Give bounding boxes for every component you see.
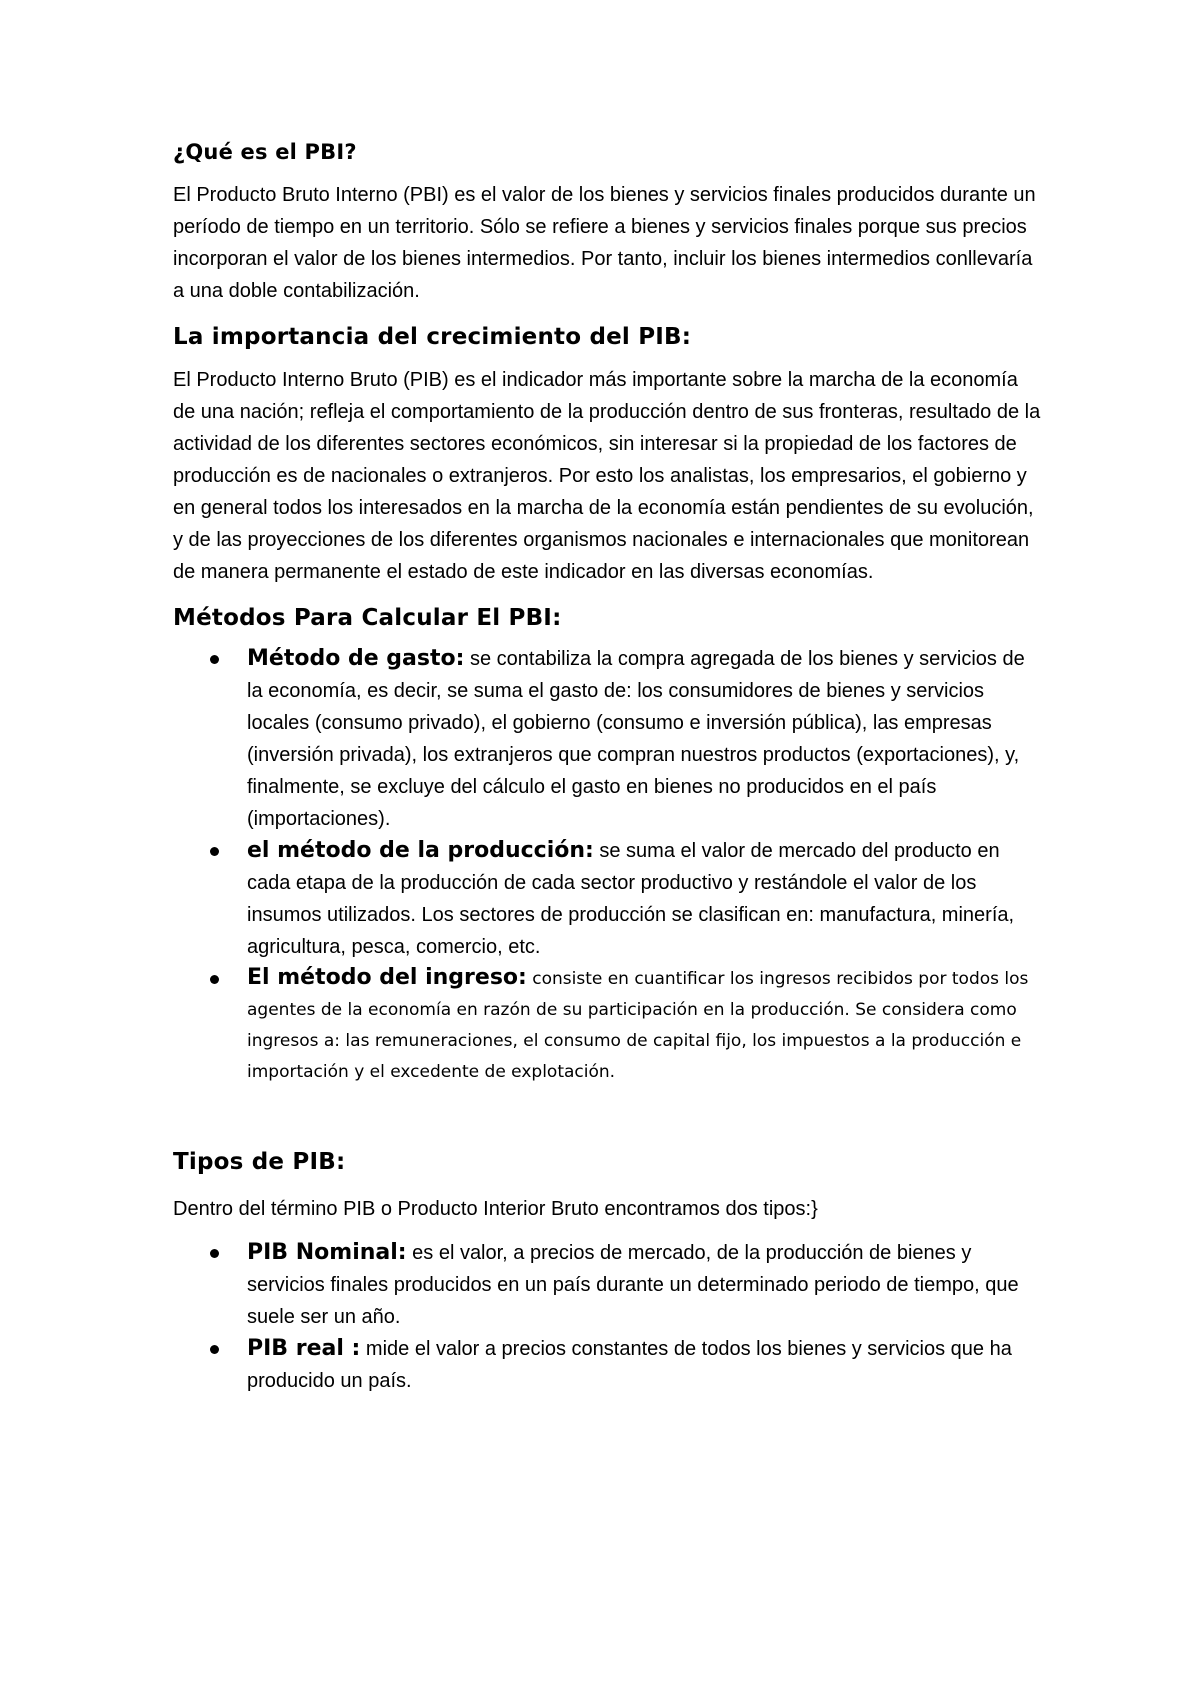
text-metodo-produccion: se suma el valor de mercado del producto en cada etapa de la producción de cada sector productivo y restándole el valor de los insumos utilizados. Los sectores de producción se clasifican en: manufactura, minería, agricultura, pesca, comercio, etc.	[247, 840, 1015, 958]
bullet-icon	[210, 655, 219, 664]
text-metodo-gasto: se contabiliza la compra agregada de los bienes y servicios de la economía, es decir, se suma el gasto de: los consumidores de bienes y servicios locales (consumo privado), el gobierno (consumo e inversión pública), las empresas (inversión privada), los extranjeros que compran nuestros productos (exportaciones), y, finalmente, se excluye del cálculo el gasto en bienes no producidos en el país (importaciones).	[247, 648, 1025, 830]
list-item-metodo-gasto	[173, 643, 1043, 835]
list-item-pib-nominal	[173, 1237, 1043, 1333]
text-pib-real: mide el valor a precios constantes de todos los bienes y servicios que ha producido un país.	[247, 1338, 1012, 1392]
heading-importancia-crecimiento: La importancia del crecimiento del PIB:	[173, 324, 692, 350]
paragraph-tipos-intro: Dentro del término PIB o Producto Interior Bruto encontramos dos tipos:}	[173, 1198, 818, 1220]
bullet-icon	[210, 975, 219, 984]
term-metodo-gasto: Método de gasto:	[247, 646, 465, 671]
metodos-list	[173, 643, 1043, 1087]
document-page	[173, 138, 1043, 1397]
tipos-list	[173, 1237, 1043, 1397]
list-item-metodo-ingreso	[173, 963, 1043, 1087]
list-item-pib-real	[173, 1333, 1043, 1397]
heading-tipos-pib: Tipos de PIB:	[173, 1149, 346, 1175]
bullet-icon	[210, 1249, 219, 1258]
heading-metodos-calcular: Métodos Para Calcular El PBI:	[173, 605, 562, 631]
term-pib-nominal: PIB Nominal:	[247, 1240, 407, 1265]
paragraph-importancia-pib: El Producto Interno Bruto (PIB) es el indicador más importante sobre la marcha de la economía de una nación; refleja el comportamiento de la producción dentro de sus fronteras, resultado de la actividad de los diferentes sectores económicos, sin interesar si la propiedad de los factores de producción es de nacionales o extranjeros. Por esto los analistas, los empresarios, el gobierno y en general todos los interesados en la marcha de la economía están pendientes de su evolución, y de las proyecciones de los diferentes organismos nacionales e internacionales que monitorean de manera permanente el estado de este indicador en las diversas economías.	[173, 369, 1041, 583]
term-pib-real: PIB real :	[247, 1336, 361, 1361]
term-metodo-ingreso: El método del ingreso:	[247, 965, 527, 990]
paragraph-definicion-pbi: El Producto Bruto Interno (PBI) es el valor de los bienes y servicios finales producidos durante un período de tiempo en un territorio. Sólo se refiere a bienes y servicios finales porque sus precios incorporan el valor de los bienes intermedios. Por tanto, incluir los bienes intermedios conllevaría a una doble contabilización.	[173, 184, 1036, 302]
term-metodo-produccion: el método de la producción:	[247, 838, 594, 863]
heading-que-es-pbi: ¿Qué es el PBI?	[173, 140, 357, 164]
text-pib-nominal: es el valor, a precios de mercado, de la producción de bienes y servicios finales producidos en un país durante un determinado periodo de tiempo, que suele ser un año.	[247, 1242, 1019, 1328]
bullet-icon	[210, 1345, 219, 1354]
bullet-icon	[210, 847, 219, 856]
list-item-metodo-produccion	[173, 835, 1043, 963]
text-metodo-ingreso: consiste en cuantificar los ingresos recibidos por todos los agentes de la economía en razón de su participación en la producción. Se considera como ingresos a: las remuneraciones, el consumo de capital fijo, los impuestos a la producción e importación y el excedente de explotación.	[247, 969, 1029, 1082]
